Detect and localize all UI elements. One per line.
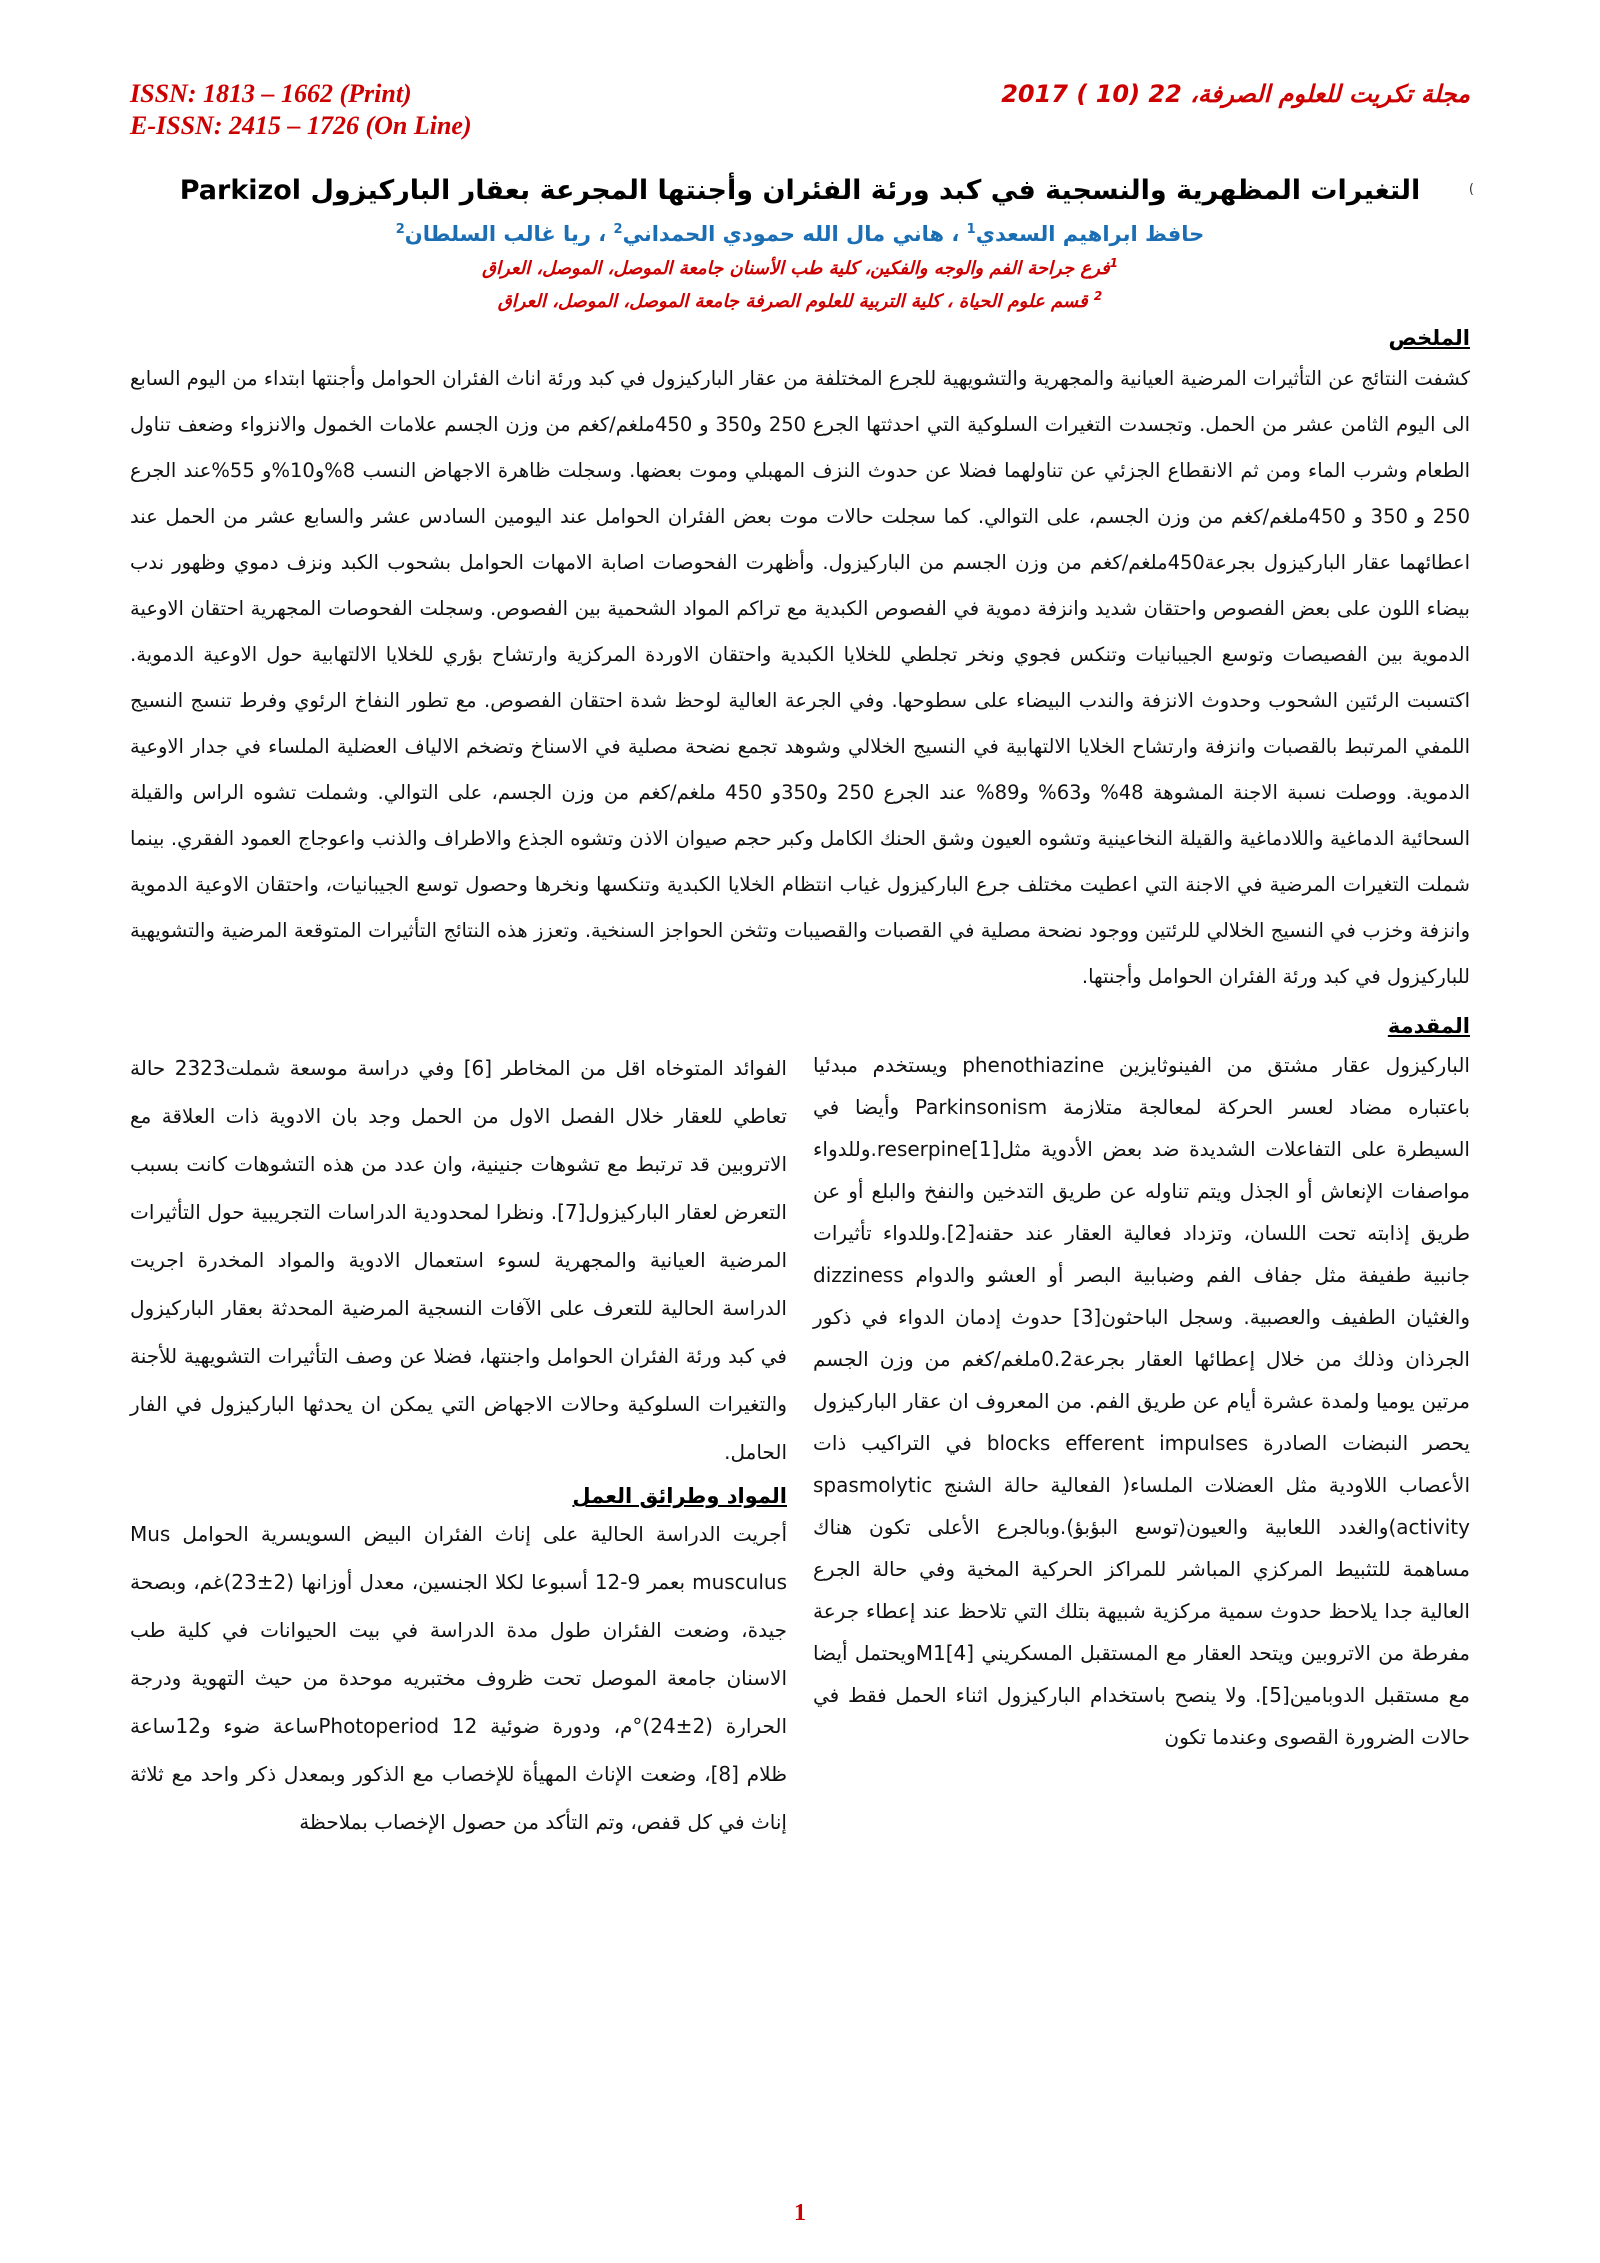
author-1-affmark: 1 xyxy=(966,222,976,238)
author-2: هاني مال الله حمودي الحمداني xyxy=(622,222,945,247)
affiliation-1-text: فرع جراحة الفم والوجه والفكين، كلية طب الأسنان جامعة الموصل، الموصل، العراق xyxy=(482,258,1110,280)
affiliation-2 xyxy=(130,289,1470,312)
author-1: حافظ ابراهيم السعدي xyxy=(975,222,1205,247)
author-separator: ، xyxy=(590,222,614,247)
affiliation-1-mark: 1 xyxy=(1109,256,1118,271)
author-separator: ، xyxy=(944,222,967,247)
issn-print: ISSN: 1813 – 1662 (Print) xyxy=(130,79,412,108)
introduction-text-right: الباركيزول عقار مشتق من الفينوثايزين phenothiazine ويستخدم مبدئيا باعتباره مضاد لعسر الحركة لمعالجة متلازمة Parkinsonism وأيضا في السيطرة على التفاعلات الشديدة ضد بعض الأدوية مثلreserpine[1].وللدواء مواصفات الإنعاش أو الجذل ويتم تناوله عن طريق التدخين والنفخ والبلع أو عن طريق إذابته تحت اللسان، وتزداد فعالية العقار عند حقنه[2].وللدواء تأثيرات جانبية طفيفة مثل جفاف الفم وضبابية البصر أو العشو والدوام dizziness والغثيان الطفيف والعصبية. وسجل الباحثون[3] حدوث إدمان الدواء في ذكور الجرذان وذلك من خلال إعطائها العقار بجرعة0.2ملغم/كغم من وزن الجسم مرتين يوميا ولمدة عشرة أيام عن طريق الفم. من المعروف ان عقار الباركيزول يحصر النبضات الصادرة blocks efferent impulses في التراكيب ذات الأعصاب اللاودية مثل العضلات الملساء( الفعالية حالة الشنج spasmolytic activity)والغدد اللعابية والعيون(توسع البؤبؤ).وبالجرع الأعلى تكون هناك مساهمة للتثبيط المركزي المباشر للمراكز الحركية المخية وفي حالة الجرع العالية جدا يلاحظ حدوث سمية مركزية شبيهة بتلك التي تلاحظ عند إعطاء جرعة مفرطة من الاتروبين ويتحد العقار مع المستقبل المسكريني M1[4]ويحتمل أيضا مع مستقبل الدوبامين[5]. ولا ينصح باستخدام الباركيزول اثناء الحمل فقط في حالات الضرورة القصوى وعندما تكون xyxy=(813,1053,1470,1750)
abstract-heading: الملخص xyxy=(1388,326,1470,351)
affiliation-2-text: قسم علوم الحياة ، كلية التربية للعلوم الصرفة جامعة الموصل، الموصل، العراق xyxy=(497,291,1094,313)
column-right xyxy=(813,1044,1470,1846)
two-column-layout xyxy=(130,1044,1470,1846)
column-left xyxy=(130,1044,787,1846)
stray-mark: ( xyxy=(1468,182,1474,197)
affiliation-1 xyxy=(130,256,1470,279)
methods-heading: المواد وطرائق العمل xyxy=(572,1484,787,1509)
introduction-text-left: الفوائد المتوخاه اقل من المخاطر [6] وفي دراسة موسعة شملت2323 حالة تعاطي للعقار خلال الفصل الاول من الحمل وجد بان الادوية ذات العلاقة مع الاتروبين قد ترتبط مع تشوهات جنينية، وان عدد من هذه التشوهات كانت بسبب التعرض لعقار الباركيزول[7]. ونظرا لمحدودية الدراسات التجريبية حول التأثيرات المرضية العيانية والمجهرية لسوء استعمال الادوية والمواد المخدرة اجريت الدراسة الحالية للتعرف على الآفات النسجية المرضية المحدثة بعقار الباركيزول في كبد ورئة الفئران الحوامل واجنتها، فضلا عن وصف التأثيرات التشويهية للأجنة والتغيرات السلوكية وحالات الاجهاض التي يمكن ان يحدثها الباركيزول في الفار الحامل. xyxy=(130,1056,787,1465)
article-title: التغيرات المظهرية والنسجية في كبد ورئة الفئران وأجنتها المجرعة بعقار الباركيزول Parkizol xyxy=(179,175,1421,207)
affiliation-2-mark: 2 xyxy=(1093,289,1103,304)
methods-text: أجريت الدراسة الحالية على إناث الفئران البيض السويسرية الحوامل Mus musculus بعمر 9-12 أسبوعا لكلا الجنسين، معدل أوزانها (2±23)غم، وبصحة جيدة، وضعت الفئران طول مدة الدراسة في بيت الحيوانات في كلية طب الاسنان جامعة الموصل تحت ظروف مختبريه موحدة من حيث التهوية ودرجة الحرارة (2±24)°م، ودورة ضوئية Photoperiod 12ساعة ضوء و12ساعة ظلام [8]، وضعت الإناث المهيأة للإخصاب مع الذكور وبمعدل ذكر واحد مع ثلاثة إناث في كل قفص، وتم التأكد من حصول الإخصاب بملاحظة xyxy=(130,1522,788,1835)
authors-line xyxy=(130,222,1470,246)
journal-title: مجلة تكريت للعلوم الصرفة، 22 (10 ) 2017 xyxy=(1001,80,1470,108)
introduction-heading: المقدمة xyxy=(1387,1014,1470,1039)
page-header xyxy=(130,78,1470,141)
issn-block xyxy=(130,78,472,141)
page-number: 1 xyxy=(794,2200,806,2226)
abstract-body: كشفت النتائج عن التأثيرات المرضية العيانية والمجهرية والتشويهية للجرع المختلفة من عقار الباركيزول في كبد ورئة اناث الفئران الحوامل وأجنتها ابتداء من اليوم السابع الى اليوم الثامن عشر من الحمل. وتجسدت التغيرات السلوكية التي احدثتها الجرع 250 و350 و 450ملغم/كغم من وزن الجسم علامات الخمول والانزواء وضعف تناول الطعام وشرب الماء ومن ثم الانقطاع الجزئي عن تناولهما فضلا عن حدوث النزف المهبلي وموت بعضها. وسجلت ظاهرة الاجهاض النسب 8%و10%و 55%عند الجرع 250 و 350 و 450ملغم/كغم من وزن الجسم، على التوالي. كما سجلت حالات موت بعض الفئران الحوامل عند اليومين السادس عشر والسابع عشر من الحمل عند اعطائهما عقار الباركيزول بجرعة450ملغم/كغم من وزن الجسم من الباركيزول. وأظهرت الفحوصات اصابة الامهات الحوامل بشحوب الكبد ونزف دموي وظهور ندب بيضاء اللون على بعض الفصوص واحتقان شديد وانزفة دموية في الفصوص الكبدية مع تراكم المواد الشحمية بين الفصوص. وسجلت الفحوصات المجهرية احتقان الاوعية الدموية بين الفصيصات وتوسع الجيبانيات وتنكس فجوي ونخر تجلطي للخلايا الكبدية واحتقان الاوردة المركزية وارتشاح بؤري للخلايا الالتهابية حول الاوعية الدموية. اكتسبت الرئتين الشحوب وحدوث الانزفة والندب البيضاء على سطوحها. وفي الجرعة العالية لوحظ شدة احتقان الفصوص. مع تطور النفاخ الرئوي وفرط تنسج النسيج اللمفي المرتبط بالقصبات وانزفة وارتشاح الخلايا الالتهابية في النسيج الخلالي وشوهد تجمع نضحة مصلية في الاسناخ وتضخم الالياف العضلية الملساء في جدار الاوعية الدموية. ووصلت نسبة الاجنة المشوهة 48% و63% و89% عند الجرع 250 و350و 450 ملغم/كغم من وزن الجسم، على التوالي. وشملت تشوه الراس والقيلة السحائية الدماغية واللادماغية والقيلة النخاعينية وتشوه العيون وشق الحنك الكامل وكبر حجم صيوان الاذن وتشوه الجذع والاطراف والذنب واعوجاج العمود الفقري. بينما شملت التغيرات المرضية في الاجنة التي اعطيت مختلف جرع الباركيزول غياب انتظام الخلايا الكبدية وتنكسها ونخرها وحصول توسع الجيبانيات، واحتقان الاوعية الدموية وانزفة وخزب في النسيج الخلالي للرئتين ووجود نضحة مصلية في القصبات والقصيبات وتثخن الحواجز السنخية. وتعزز هذه النتائج التأثيرات المتوقعة المرضية والتشويهية للباركيزول في كبد ورئة الفئران الحوامل وأجنتها. xyxy=(130,367,1470,989)
author-2-affmark: 2 xyxy=(613,222,623,238)
author-3-affmark: 2 xyxy=(395,222,405,238)
author-3: ريا غالب السلطان xyxy=(404,222,591,247)
issn-online: E-ISSN: 2415 – 1726 (On Line) xyxy=(130,110,472,140)
